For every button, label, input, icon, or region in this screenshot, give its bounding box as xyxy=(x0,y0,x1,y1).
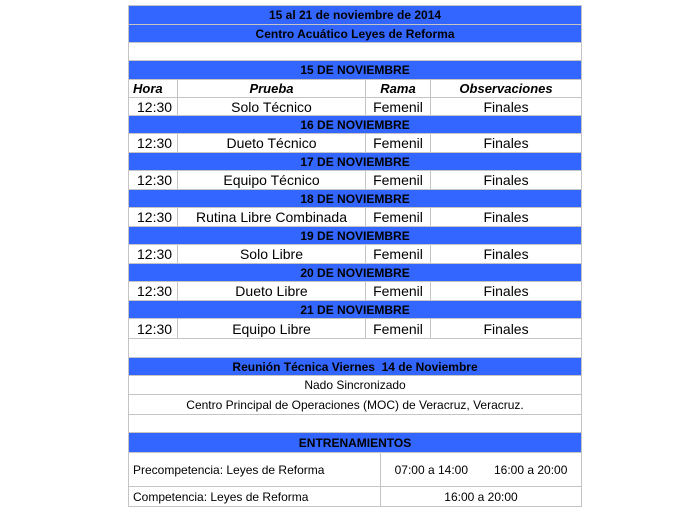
event-observaciones: Finales xyxy=(431,208,582,227)
event-observaciones: Finales xyxy=(431,171,582,190)
training-table xyxy=(128,452,582,507)
blank-row xyxy=(129,415,582,433)
blank-cell xyxy=(129,43,582,61)
event-prueba: Solo Técnico xyxy=(178,98,366,116)
blank-row xyxy=(129,43,582,61)
date-heading: 17 DE NOVIEMBRE xyxy=(129,153,582,171)
training-label: Precompetencia: Leyes de Reforma xyxy=(129,453,381,487)
event-rama: Femenil xyxy=(366,245,431,264)
schedule-table xyxy=(128,5,582,453)
column-header-rama: Rama xyxy=(366,80,431,98)
event-row xyxy=(129,319,582,339)
event-rama: Femenil xyxy=(366,282,431,301)
date-heading: 19 DE NOVIEMBRE xyxy=(129,227,582,245)
training-time: 16:00 a 20:00 xyxy=(444,489,518,504)
date-heading: 16 DE NOVIEMBRE xyxy=(129,116,582,134)
event-prueba: Equipo Técnico xyxy=(178,171,366,190)
date-row xyxy=(129,227,582,245)
schedule-title: 15 al 21 de noviembre de 2014 xyxy=(129,6,582,25)
event-rama: Femenil xyxy=(366,98,431,116)
training-time: 16:00 a 20:00 xyxy=(494,462,568,477)
date-row xyxy=(129,61,582,80)
training-row xyxy=(129,487,582,507)
blank-row xyxy=(129,339,582,358)
meeting-location: Centro Principal de Operaciones (MOC) de Veracruz, Veracruz. xyxy=(129,395,582,415)
training-time: 07:00 a 14:00 xyxy=(394,462,468,477)
event-observaciones: Finales xyxy=(431,319,582,339)
event-hora: 12:30 xyxy=(129,319,178,339)
schedule-sheet xyxy=(128,5,581,507)
event-prueba: Rutina Libre Combinada xyxy=(178,208,366,227)
date-heading: 18 DE NOVIEMBRE xyxy=(129,190,582,208)
event-rama: Femenil xyxy=(366,319,431,339)
event-prueba: Dueto Libre xyxy=(178,282,366,301)
date-row xyxy=(129,153,582,171)
event-observaciones: Finales xyxy=(431,98,582,116)
event-observaciones: Finales xyxy=(431,245,582,264)
column-header-hora: Hora xyxy=(129,80,178,98)
event-prueba: Dueto Técnico xyxy=(178,134,366,153)
event-row xyxy=(129,171,582,190)
venue-row xyxy=(129,25,582,43)
blank-cell xyxy=(129,415,582,433)
meeting-discipline: Nado Sincronizado xyxy=(129,376,582,395)
date-row xyxy=(129,264,582,282)
venue-title: Centro Acuático Leyes de Reforma xyxy=(129,25,582,43)
event-rama: Femenil xyxy=(366,208,431,227)
training-label: Competencia: Leyes de Reforma xyxy=(129,487,381,507)
date-row xyxy=(129,301,582,319)
event-hora: 12:30 xyxy=(129,208,178,227)
column-header-observaciones: Observaciones xyxy=(431,80,582,98)
column-header-row xyxy=(129,80,582,98)
date-row xyxy=(129,190,582,208)
event-observaciones: Finales xyxy=(431,282,582,301)
event-row xyxy=(129,134,582,153)
event-row xyxy=(129,208,582,227)
meeting-discipline-row xyxy=(129,376,582,395)
meeting-location-row xyxy=(129,395,582,415)
date-heading: 15 DE NOVIEMBRE xyxy=(129,61,582,80)
blank-cell xyxy=(129,339,582,358)
event-prueba: Solo Libre xyxy=(178,245,366,264)
event-hora: 12:30 xyxy=(129,171,178,190)
event-row xyxy=(129,282,582,301)
title-row xyxy=(129,6,582,25)
meeting-title: Reunión Técnica Viernes 14 de Noviembre xyxy=(129,358,582,376)
event-row xyxy=(129,98,582,116)
event-prueba: Equipo Libre xyxy=(178,319,366,339)
event-hora: 12:30 xyxy=(129,98,178,116)
meeting-title-row xyxy=(129,358,582,376)
training-times xyxy=(381,453,582,487)
event-observaciones: Finales xyxy=(431,134,582,153)
training-row xyxy=(129,453,582,487)
event-rama: Femenil xyxy=(366,171,431,190)
training-times xyxy=(381,487,582,507)
training-title-row xyxy=(129,433,582,453)
event-rama: Femenil xyxy=(366,134,431,153)
training-title: ENTRENAMIENTOS xyxy=(129,433,582,453)
event-hora: 12:30 xyxy=(129,134,178,153)
column-header-prueba: Prueba xyxy=(178,80,366,98)
event-hora: 12:30 xyxy=(129,245,178,264)
date-row xyxy=(129,116,582,134)
event-hora: 12:30 xyxy=(129,282,178,301)
date-heading: 20 DE NOVIEMBRE xyxy=(129,264,582,282)
date-heading: 21 DE NOVIEMBRE xyxy=(129,301,582,319)
event-row xyxy=(129,245,582,264)
